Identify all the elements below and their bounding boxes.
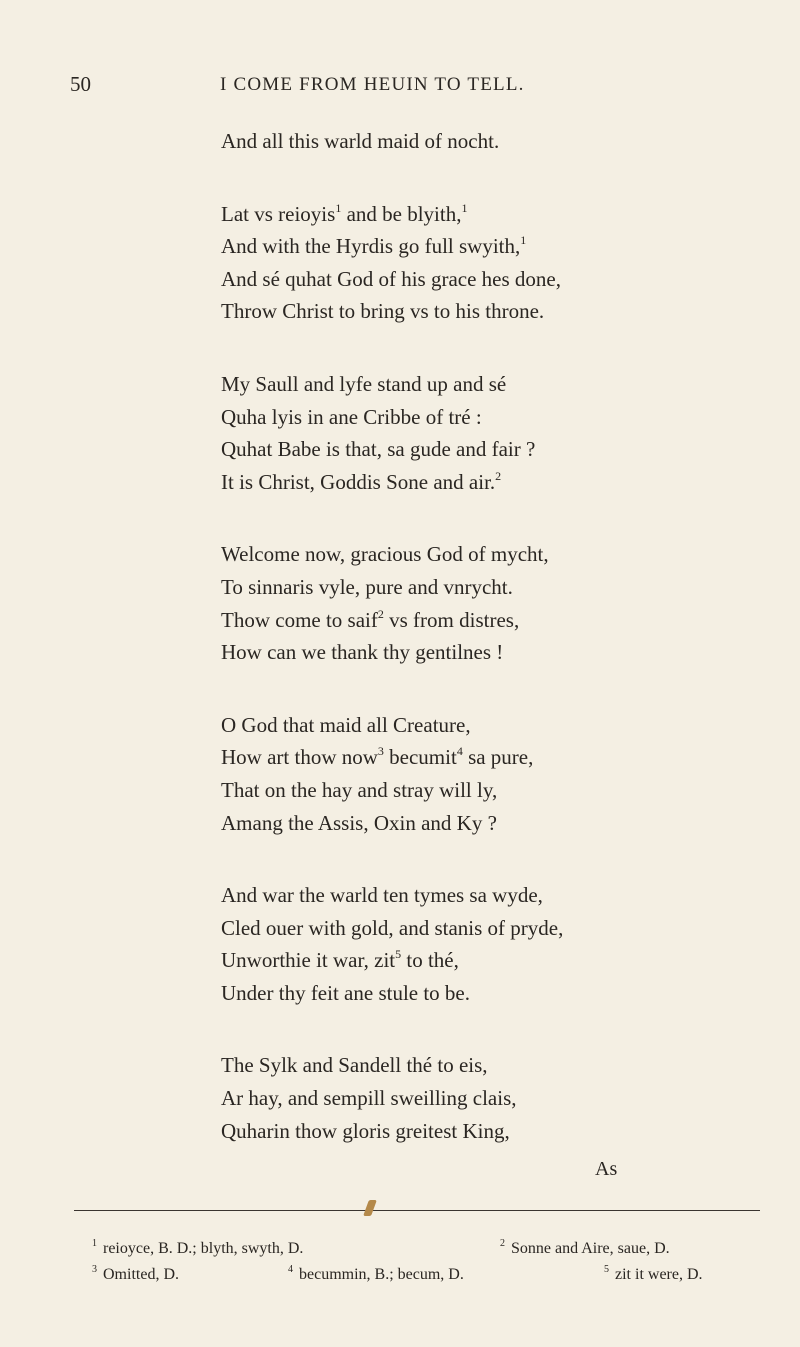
footnote-rule [74,1210,760,1211]
poem-line [221,571,741,604]
poem-line [221,538,741,571]
footnote-ref: 2 [495,468,502,483]
running-title: I COME FROM HEUIN TO TELL. [220,74,525,95]
poem-body [221,125,741,1147]
poem-line [221,912,741,945]
stanza-gap [221,1009,741,1049]
line-text: vs from distres, [383,607,520,632]
line-text: How can we thank thy gentilnes ! [221,640,504,665]
line-text: That on the hay and stray will ly, [221,777,498,802]
rule-ornament [363,1200,377,1216]
poem-line [221,368,741,401]
line-text: It is Christ, Goddis Sone and air. [221,469,496,494]
line-text: And war the warld ten tymes sa wyde, [221,883,543,908]
poem-line [221,944,741,977]
footnote-4: $^4$ becummin, B.; becum, D. [288,1264,464,1283]
line-text: Quhat Babe is that, sa gude and fair ? [221,437,536,462]
line-text: And all this warld maid of nocht. [221,129,500,153]
line-text: Lat vs reioyis [221,201,336,226]
poem-line [221,401,741,434]
line-text: Cled ouer with gold, and stanis of pryde, [221,915,564,940]
poem-line [221,774,741,807]
page-header [0,72,800,102]
line-text: Quharin thow gloris greitest King, [221,1118,510,1143]
line-text: Thow come to saif [221,607,378,632]
line-text: How art thow now [221,745,378,770]
stanza-gap [221,498,741,538]
footnote-1: $^1$ reioyce, B. D.; blyth, swyth, D. [92,1238,304,1257]
poem-line [221,125,741,158]
footnote-row [92,1266,752,1292]
footnote-2: $^2$ Sonne and Aire, saue, D. [500,1238,670,1257]
line-text: Under thy feit ane stule to be. [221,980,471,1005]
poem-line [221,230,741,263]
poem-line [221,1049,741,1082]
poem-line [221,879,741,912]
line-text: And sé quhat God of his grace hes done, [221,266,561,291]
line-text: to thé, [401,948,459,973]
line-text: Throw Christ to bring vs to his throne. [221,299,545,324]
line-text: becumit [383,745,457,770]
line-text: Welcome now, gracious God of mycht, [221,542,549,567]
poem-line [221,977,741,1010]
footnotes [92,1240,752,1292]
stanza-gap [221,158,741,198]
footnote-ref: 1 [335,200,342,215]
poem-line [221,295,741,328]
footnote-ref: 2 [377,606,384,621]
footnote-ref: 1 [461,200,468,215]
poem-line [221,807,741,840]
footnote-ref: 1 [520,233,527,248]
poem-line [221,198,741,231]
line-text: Amang the Assis, Oxin and Ky ? [221,810,497,835]
stanza-gap [221,669,741,709]
line-text: Ar hay, and sempill sweilling clais, [221,1086,517,1111]
footnote-row [92,1240,752,1266]
footnote-ref: 4 [456,744,463,759]
page-number: 50 [70,72,91,96]
line-text: sa pure, [462,745,534,770]
poem-line [221,1082,741,1115]
stanza-gap [221,839,741,879]
footnote-ref: 5 [395,947,402,962]
poem-line [221,709,741,742]
poem-line [221,604,741,637]
catchword: As [595,1158,618,1180]
poem-line [221,263,741,296]
line-text: Unworthie it war, zit [221,948,396,973]
footnote-3: $^3$ Omitted, D. [92,1264,179,1283]
poem-line [221,433,741,466]
line-text: O God that maid all Creature, [221,712,471,737]
poem-line [221,466,741,499]
stanza-gap [221,328,741,368]
poem-line [221,636,741,669]
line-text: Quha lyis in ane Cribbe of tré : [221,404,482,429]
line-text: The Sylk and Sandell thé to eis, [221,1053,488,1078]
footnote-5: $^5$ zit it were, D. [604,1264,703,1283]
line-text: My Saull and lyfe stand up and sé [221,371,507,396]
line-text: To sinnaris vyle, pure and vnrycht. [221,574,513,599]
line-text: and be blyith, [341,201,462,226]
poem-line [221,741,741,774]
poem-line [221,1115,741,1148]
footnote-ref: 3 [377,744,384,759]
line-text: And with the Hyrdis go full swyith, [221,234,521,259]
